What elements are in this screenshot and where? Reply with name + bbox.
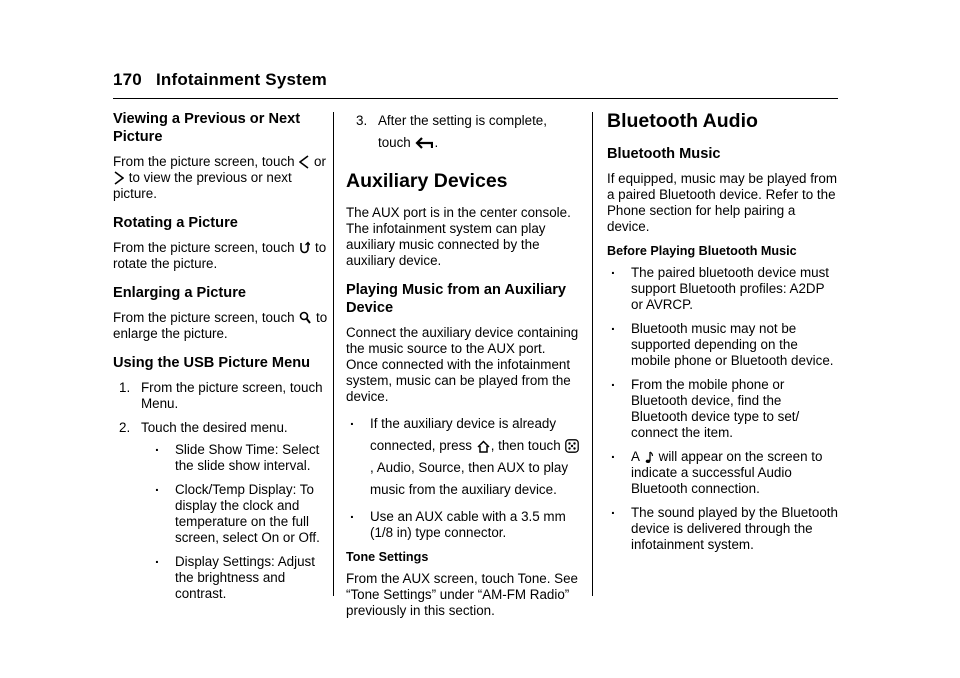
paragraph-aux-port: The AUX port is in the center console. The infotainment system can play auxiliary music connected by the auxiliary device. [346, 205, 571, 268]
chevron-right-icon [114, 171, 124, 185]
text-segment: , Audio, Source, then AUX to play music from the auxiliary device. [370, 460, 569, 497]
bullet-text: If the auxiliary device is already connected, press [370, 416, 557, 453]
heading-previous-next-picture: Viewing a Previous or Next Picture [113, 111, 301, 145]
step-text: From the picture screen, touch Menu. [141, 380, 323, 411]
paragraph-tone-settings: From the AUX screen, touch Tone. See “Tone Settings” under “AM-FM Radio” previously in this section. [346, 571, 578, 618]
bullet-text: The paired bluetooth device must support Bluetooth profiles: A2DP or AVRCP. [631, 265, 830, 312]
paragraph-connect-aux: Connect the auxiliary device containing the music source to the AUX port. Once connected with the infotainment system, music can be played from the device. [346, 325, 579, 404]
column-divider-1 [333, 112, 334, 596]
list-item [607, 261, 839, 313]
heading-playing-music-aux: Playing Music from an Auxiliary Device [346, 282, 567, 316]
home-icon [477, 440, 490, 453]
bluetooth-bullets [607, 261, 839, 553]
bullet-marker: . [155, 478, 159, 494]
list-item [119, 380, 328, 412]
step-text: Touch the desired menu. [141, 420, 288, 435]
bullet-text: From the mobile phone or Bluetooth device, find the Bluetooth device type to set/ connect the item. [631, 377, 800, 440]
bullet-text: A [631, 449, 643, 464]
bullet-marker: . [611, 445, 615, 461]
column-divider-2 [592, 112, 593, 596]
list-item [119, 420, 328, 602]
bullet-text: Clock/Temp Display: To display the clock and temperature on the full screen, select On or Off. [175, 482, 320, 545]
bullet-marker: . [611, 373, 615, 389]
column-2 [346, 110, 581, 627]
usb-menu-options [141, 438, 328, 602]
list-item [151, 550, 328, 602]
text-segment: , then touch [490, 438, 565, 453]
bullet-text: Bluetooth music may not be supported depending on the mobile phone or Bluetooth device. [631, 321, 834, 368]
usb-menu-steps-continued [346, 110, 581, 154]
list-item [356, 110, 581, 154]
heading-usb-picture-menu: Using the USB Picture Menu [113, 355, 311, 371]
text-segment: From the picture screen, touch [113, 154, 299, 169]
text-segment: From the picture screen, touch [113, 240, 299, 255]
header-rule [113, 98, 838, 99]
bullet-text: Slide Show Time: Select the slide show interval. [175, 442, 320, 473]
column-1 [113, 110, 328, 610]
text-segment: or [310, 154, 326, 169]
list-item [607, 373, 839, 441]
heading-tone-settings: Tone Settings [346, 550, 429, 564]
step-number: 3. [356, 113, 368, 128]
list-item [151, 438, 328, 474]
paragraph-enlarging [113, 310, 328, 342]
page-header [113, 70, 327, 90]
heading-before-playing: Before Playing Bluetooth Music [607, 244, 797, 258]
bullet-text: The sound played by the Bluetooth device is delivered through the infotainment system. [631, 505, 838, 552]
bullet-text: Display Settings: Adjust the brightness and contrast. [175, 554, 315, 601]
paragraph-rotating [113, 240, 328, 272]
text-segment: . [434, 135, 439, 150]
rotate-icon [299, 241, 310, 255]
back-arrow-icon [415, 136, 433, 150]
bullet-marker: . [611, 317, 615, 333]
text-segment: will appear on the screen to indicate a successful Audio Bluetooth connection. [631, 449, 823, 496]
chevron-left-icon [299, 155, 309, 169]
list-item [607, 445, 839, 497]
bullet-marker: . [350, 505, 354, 521]
text-segment: to enlarge the picture. [113, 310, 328, 341]
paragraph-previous-next [113, 154, 328, 202]
heading-bluetooth-music: Bluetooth Music [607, 146, 721, 162]
text-segment: From the picture screen, touch [113, 310, 299, 325]
heading-auxiliary-devices: Auxiliary Devices [346, 170, 508, 192]
step-number: 1. [119, 380, 131, 395]
bullet-marker: . [611, 501, 615, 517]
heading-enlarging-picture: Enlarging a Picture [113, 285, 246, 301]
list-item [346, 413, 581, 501]
usb-menu-steps [113, 380, 328, 602]
bullet-marker: . [155, 438, 159, 454]
bullet-text: Use an AUX cable with a 3.5 mm (1/8 in) type connector. [370, 509, 566, 540]
list-item [607, 501, 839, 553]
column-3 [607, 110, 839, 561]
magnifier-icon [299, 311, 311, 325]
chapter-title: Infotainment System [155, 70, 327, 89]
list-item [151, 478, 328, 546]
bullet-marker: . [350, 412, 354, 428]
heading-rotating-picture: Rotating a Picture [113, 215, 238, 231]
step-text: After the setting is complete, touch [378, 113, 547, 150]
step-number: 2. [119, 420, 131, 435]
apps-grid-icon [565, 439, 579, 453]
bullet-marker: . [611, 261, 615, 277]
list-item [607, 317, 839, 369]
bullet-marker: . [155, 550, 159, 566]
text-segment: to rotate the picture. [113, 240, 327, 271]
heading-bluetooth-audio: Bluetooth Audio [607, 110, 758, 132]
paragraph-bluetooth-music: If equipped, music may be played from a paired Bluetooth device. Refer to the Phone section for help pairing a device. [607, 171, 837, 234]
aux-bullets [346, 413, 581, 541]
text-segment: to view the previous or next picture. [113, 170, 292, 201]
music-note-icon [644, 451, 654, 464]
list-item [346, 505, 581, 541]
page-number: 170 [113, 70, 142, 89]
